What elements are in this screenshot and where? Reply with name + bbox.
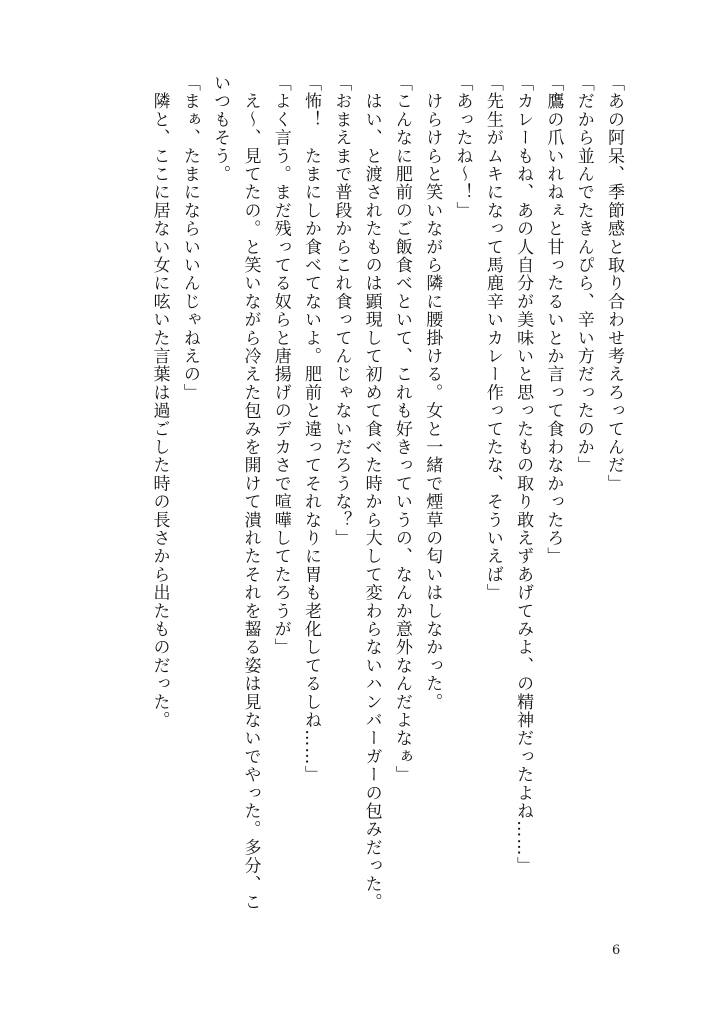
text-line: 「こんなに肥前のご飯食べといて、これも好きっていうの、なんか意外なんだよなぁ」 <box>391 74 412 784</box>
text-line: 「鷹の爪いれねぇと甘ったるいとか言って食わなかったろ」 <box>543 74 564 566</box>
text-line: いつもそう。 <box>210 74 231 184</box>
text-line: 「おまえまで普段からこれ食ってんじゃないだろうな？」 <box>331 74 352 548</box>
text-line: 「あの阿呆、季節感と取り合わせ考えろってんだ」 <box>604 74 624 493</box>
text-line: 「カレーもね、あの人自分が美味いと思ったもの取り敢えずあげてみよ、の精神だったよね……」 <box>513 74 534 875</box>
vertical-text-body <box>89 74 629 954</box>
text-line: 「あったね～！」 <box>452 74 473 220</box>
text-line: はい、と渡されたものは顕現して初めて食べた時から大して変わらないハンバーガーの包みだった。 <box>361 74 382 912</box>
text-line: え～、見てたの。と笑いながら冷えた包みを開けて潰れたそれを齧る姿は見ないでやった。多分、こ <box>240 74 261 912</box>
text-line: 「怖！ たまにしか食べてないよ。肥前と違ってそれなりに胃も老化してるしね……」 <box>301 74 322 784</box>
text-line: 「先生がムキになって馬鹿辛いカレー作ってたな、そういえば」 <box>482 74 503 602</box>
text-line: けらけらと笑いながら隣に腰掛ける。女と一緒で煙草の匂いはしなかった。 <box>422 74 443 711</box>
text-line: 隣と、ここに居ない女に呟いた言葉は過ごした時の長さから出たものだった。 <box>149 74 170 730</box>
text-line: 「まぁ、たまにならいいんじゃねえの」 <box>179 74 200 402</box>
page-number: 6 <box>612 943 621 958</box>
text-line: 「だから並んでたきんぴら、辛い方だったのか」 <box>573 74 594 475</box>
text-line: 「よく言う。まだ残ってる奴らと唐揚げのデカさで喧嘩してたろうが」 <box>270 74 291 657</box>
